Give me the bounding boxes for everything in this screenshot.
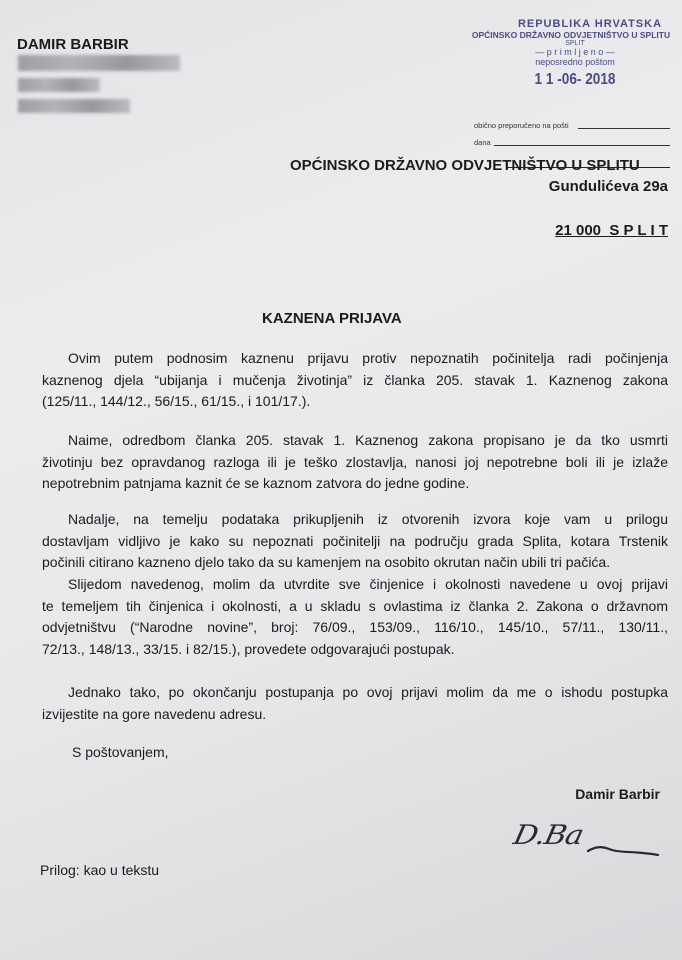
stamp-field-label: dana: [474, 138, 491, 147]
stamp-field-label: obično preporučeno na pošti: [474, 121, 569, 130]
recipient-city: 21 000 S P L I T: [555, 222, 668, 239]
text-line: počinili citirano kazneno djelo tako da su kamenjem na osobito okrutan način ubili tri pačića.: [42, 554, 611, 570]
text-line: odvjetništvu (“Narodne novine”, broj: 76/09., 153/09., 116/10., 145/10., 57/11., 130/11.,: [42, 619, 668, 635]
redacted-address-line: [18, 78, 100, 92]
paragraph: [42, 682, 668, 725]
document-title: KAZNENA PRIJAVA: [262, 310, 402, 327]
text-line: dostavljam vidljivo je kako su nepoznati počinitelji na području grada Splita, kotara Trstenik: [42, 532, 668, 549]
text-line: 72/13., 148/13., 33/15. i 82/15.), provedete odgovarajući postupak.: [42, 640, 455, 657]
attachment-note: Prilog: kao u tekstu: [40, 862, 160, 878]
paragraph: [42, 574, 668, 660]
text-line: životinju bez opravdanog razloga ili je teško zlostavlja, nanosi joj nepotrebne boli ili je izlaže: [42, 453, 668, 470]
text-line: te temeljem tih činjenica i okolnosti, a u skladu s ovlastima iz članka 2. Zakona o državnom: [42, 597, 668, 614]
stamp-date: 1 1 -06- 2018: [534, 71, 616, 88]
paragraph: [42, 509, 668, 574]
stamp-line: neposredno poštom: [535, 57, 615, 67]
stamp-line: OPĆINSKO DRŽAVNO ODVJETNIŠTVO U SPLITU: [471, 30, 671, 40]
text-line: izvijestite na gore navedenu adresu.: [42, 705, 267, 722]
strike-line: [506, 167, 670, 168]
stamp-line: SPLIT: [565, 40, 585, 47]
redacted-address-line: [18, 55, 180, 71]
redacted-address-line: [18, 99, 130, 113]
recipient-street: Gundulićeva 29a: [548, 178, 668, 195]
stamp-field-line: [578, 128, 670, 129]
stamp-field-line: [494, 145, 670, 146]
signature-name: Damir Barbir: [575, 786, 660, 802]
stamp-line: REPUBLIKA HRVATSKA: [517, 18, 663, 30]
text-line: Naime, odredbom članka 205. stavak 1. Kaznenog zakona propisano je da tko usmrti: [68, 432, 668, 448]
text-line: Slijedom navedenog, molim da utvrdite sve činjenice i okolnosti navedene u ovoj prijavi: [68, 576, 668, 592]
text-line: Ovim putem podnosim kaznenu prijavu protiv nepoznatih počinitelja radi počinjenja: [68, 350, 668, 366]
paragraph: [42, 348, 668, 413]
closing: S poštovanjem,: [72, 744, 169, 760]
text-line: (125/11., 144/12., 56/15., 61/15., i 101/17.).: [42, 393, 311, 409]
paragraph: [42, 430, 668, 495]
handwritten-signature-mark: D.Ba: [510, 819, 586, 852]
stamp-line: — p r i m l j e n o —: [535, 47, 615, 57]
text-line: kaznenog djela “ubijanja i mučenja životinja” iz članka 205. stavak 1. Kaznenog zakona: [42, 371, 668, 388]
text-line: Jednako tako, po okončanju postupanja po ovoj prijavi molim da me o ishodu postupka: [68, 684, 668, 700]
signature-flourish: [508, 815, 668, 875]
text-line: Nadalje, na temelju podataka prikupljenih iz otvorenih izvora koje vam u prilogu: [68, 511, 668, 527]
sender-name: DAMIR BARBIR: [17, 36, 129, 53]
recipient-name: OPĆINSKO DRŽAVNO ODVJETNIŠTVO U SPLITU: [290, 157, 640, 174]
received-stamp: [470, 18, 680, 89]
text-line: nepotrebnim patnjama kaznit će se kaznom zatvora do jedne godine.: [42, 475, 470, 491]
